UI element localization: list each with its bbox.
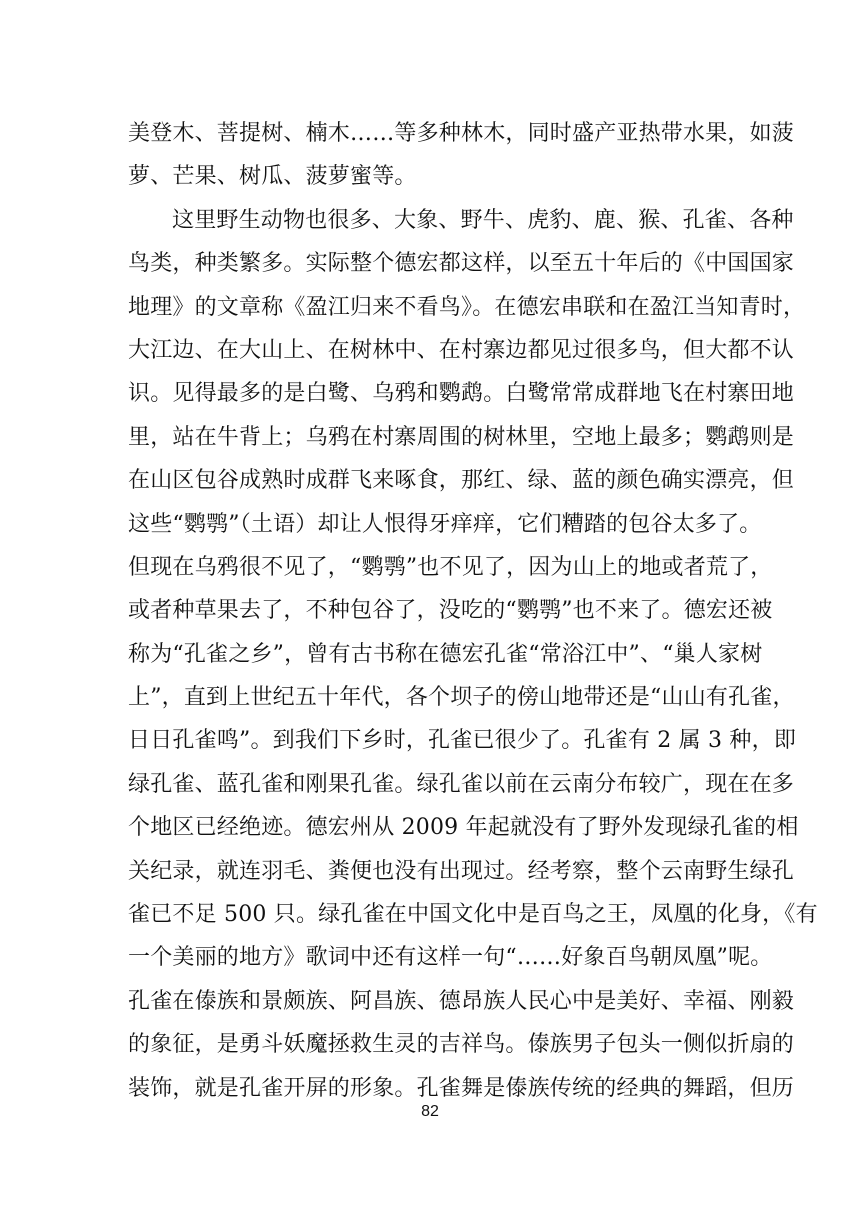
text-line: 萝、芒果、树瓜、菠萝蜜等。: [128, 164, 417, 190]
paragraph: [128, 199, 818, 1110]
text-line: 鸟类，种类繁多。实际整个德宏都这样，以至五十年后的《中国国家: [128, 251, 795, 277]
text-line: 上”，直到上世纪五十年代，各个坝子的傍山地带还是“山山有孔雀，: [128, 685, 795, 711]
text-line: 装饰，就是孔雀开屏的形象。孔雀舞是傣族传统的经典的舞蹈，但历: [128, 1075, 795, 1101]
text-line: 称为“孔雀之乡”，曾有古书称在德宏孔雀“常浴江中”、“巢人家树: [128, 641, 763, 667]
text-line: 孔雀在傣族和景颇族、阿昌族、德昂族人民心中是美好、幸福、刚毅: [128, 988, 795, 1014]
text-line: 一个美丽的地方》歌词中还有这样一句“……好象百鸟朝凤凰”呢。: [128, 945, 773, 971]
text-line: 绿孔雀、蓝孔雀和刚果孔雀。绿孔雀以前在云南分布较广，现在在多: [128, 771, 795, 797]
text-line: 日日孔雀鸣”。到我们下乡时，孔雀已很少了。孔雀有 2 属 3 种，即: [128, 728, 797, 754]
paragraph: [128, 112, 795, 199]
text-line: 个地区已经绝迹。德宏州从 2009 年起就没有了野外发现绿孔雀的相: [128, 815, 799, 841]
text-line: 或者种草果去了，不种包谷了，没吃的“鹦鹗”也不来了。德宏还被: [128, 598, 773, 624]
text-line: 里，站在牛背上；乌鸦在村寨周围的树林里，空地上最多；鹦鹉则是: [128, 424, 795, 450]
text-line: 在山区包谷成熟时成群飞来啄食，那红、绿、蓝的颜色确实漂亮，但: [128, 468, 795, 494]
text-line: 大江边、在大山上、在树林中、在村寨边都见过很多鸟，但大都不认: [128, 337, 795, 363]
text-line: 雀已不足 500 只。绿孔雀在中国文化中是百鸟之王，凤凰的化身，《有: [128, 902, 818, 928]
page-number: 82: [421, 1103, 439, 1120]
text-line: 地理》的文章称《盈江归来不看鸟》。在德宏串联和在盈江当知青时，: [128, 294, 806, 320]
text-line: 的象征，是勇斗妖魔拯救生灵的吉祥鸟。傣族男子包头一侧似折扇的: [128, 1032, 795, 1058]
text-line: 识。见得最多的是白鹭、乌鸦和鹦鹉。白鹭常常成群地飞在村寨田地: [128, 381, 795, 407]
text-line: 这些“鹦鹗”（土语）却让人恨得牙痒痒，它们糟踏的包谷太多了。: [128, 511, 762, 537]
text-line: 但现在乌鸦很不见了，“鹦鹗”也不见了，因为山上的地或者荒了，: [128, 554, 773, 580]
text-line: 这里野生动物也很多、大象、野牛、虎豹、鹿、猴、孔雀、各种: [172, 207, 794, 233]
text-line: 美登木、菩提树、楠木……等多种林木，同时盛产亚热带水果，如菠: [128, 121, 795, 146]
text-line: 关纪录，就连羽毛、粪便也没有出现过。经考察，整个云南野生绿孔: [128, 858, 795, 884]
body-text: [128, 112, 818, 1110]
